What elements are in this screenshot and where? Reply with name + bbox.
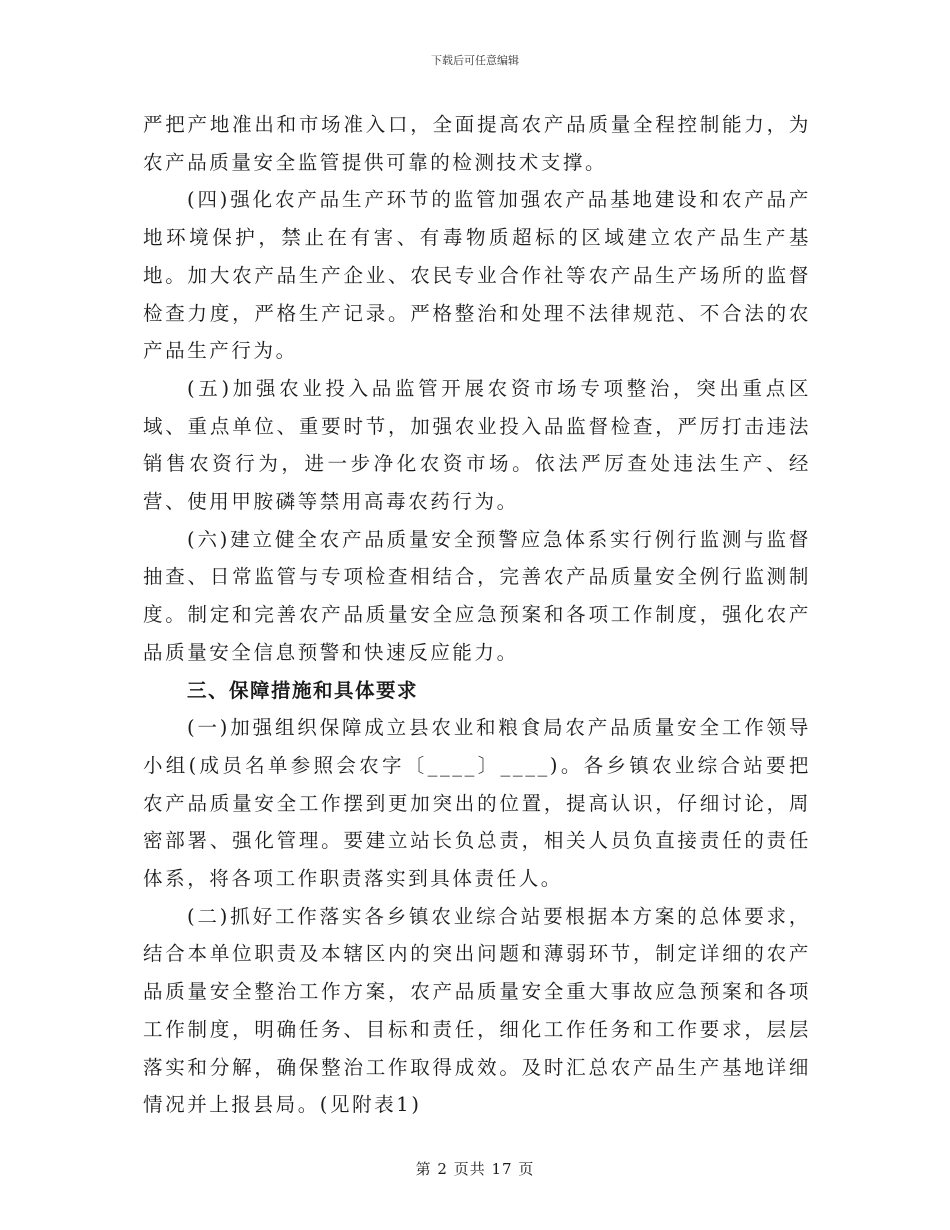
paragraph-section-4: (四)强化农产品生产环节的监管加强农产品基地建设和农产品产地环境保护，禁止在有害、有毒物质超标的区域建立农产品生产基地。加大农产品生产企业、农民专业合作社等农产品生产场所的监督检查力度，严格生产记录。严格整治和处理不法律规范、不合法的农产品生产行为。 xyxy=(143,188,811,363)
paragraph-measure-1: (一)加强组织保障成立县农业和粮食局农产品质量安全工作领导小组(成员名单参照会农字〔____〕____)。各乡镇农业综合站要把农产品质量安全工作摆到更加突出的位置，提高认识，仔细讨论，周密部署、强化管理。要建立站长负总责，相关人员负直接责任的责任体系，将各项工作职责落实到具体责任人。 xyxy=(143,716,811,891)
page-footer: 第 2 页共 17 页 xyxy=(415,1160,535,1178)
paragraph-section-5: (五)加强农业投入品监管开展农资市场专项整治，突出重点区域、重点单位、重要时节，加强农业投入品监督检查，严厉打击违法销售农资行为，进一步净化农资市场。依法严厉查处违法生产、经营、使用甲胺磷等禁用高毒农药行为。 xyxy=(143,376,811,514)
document-body xyxy=(143,106,811,1124)
page-header: 下载后可任意编辑 xyxy=(431,54,519,67)
paragraph-measure-2: (二)抓好工作落实各乡镇农业综合站要根据本方案的总体要求，结合本单位职责及本辖区内的突出问题和薄弱环节，制定详细的农产品质量安全整治工作方案，农产品质量安全重大事故应急预案和各项工作制度，明确任务、目标和责任，细化工作任务和工作要求，层层落实和分解，确保整治工作取得成效。及时汇总农产品生产基地详细情况并上报县局。(见附表1) xyxy=(143,904,811,1117)
paragraph-section-6: (六)建立健全农产品质量安全预警应急体系实行例行监测与监督抽查、日常监管与专项检查相结合，完善农产品质量安全例行监测制度。制定和完善农产品质量安全应急预案和各项工作制度，强化农产品质量安全信息预警和快速反应能力。 xyxy=(143,527,811,664)
section-heading-3: 三、保障措施和具体要求 xyxy=(187,678,419,702)
paragraph-continuation: 严把产地准出和市场准入口，全面提高农产品质量全程控制能力，为农产品质量安全监管提供可靠的检测技术支撑。 xyxy=(143,113,811,174)
